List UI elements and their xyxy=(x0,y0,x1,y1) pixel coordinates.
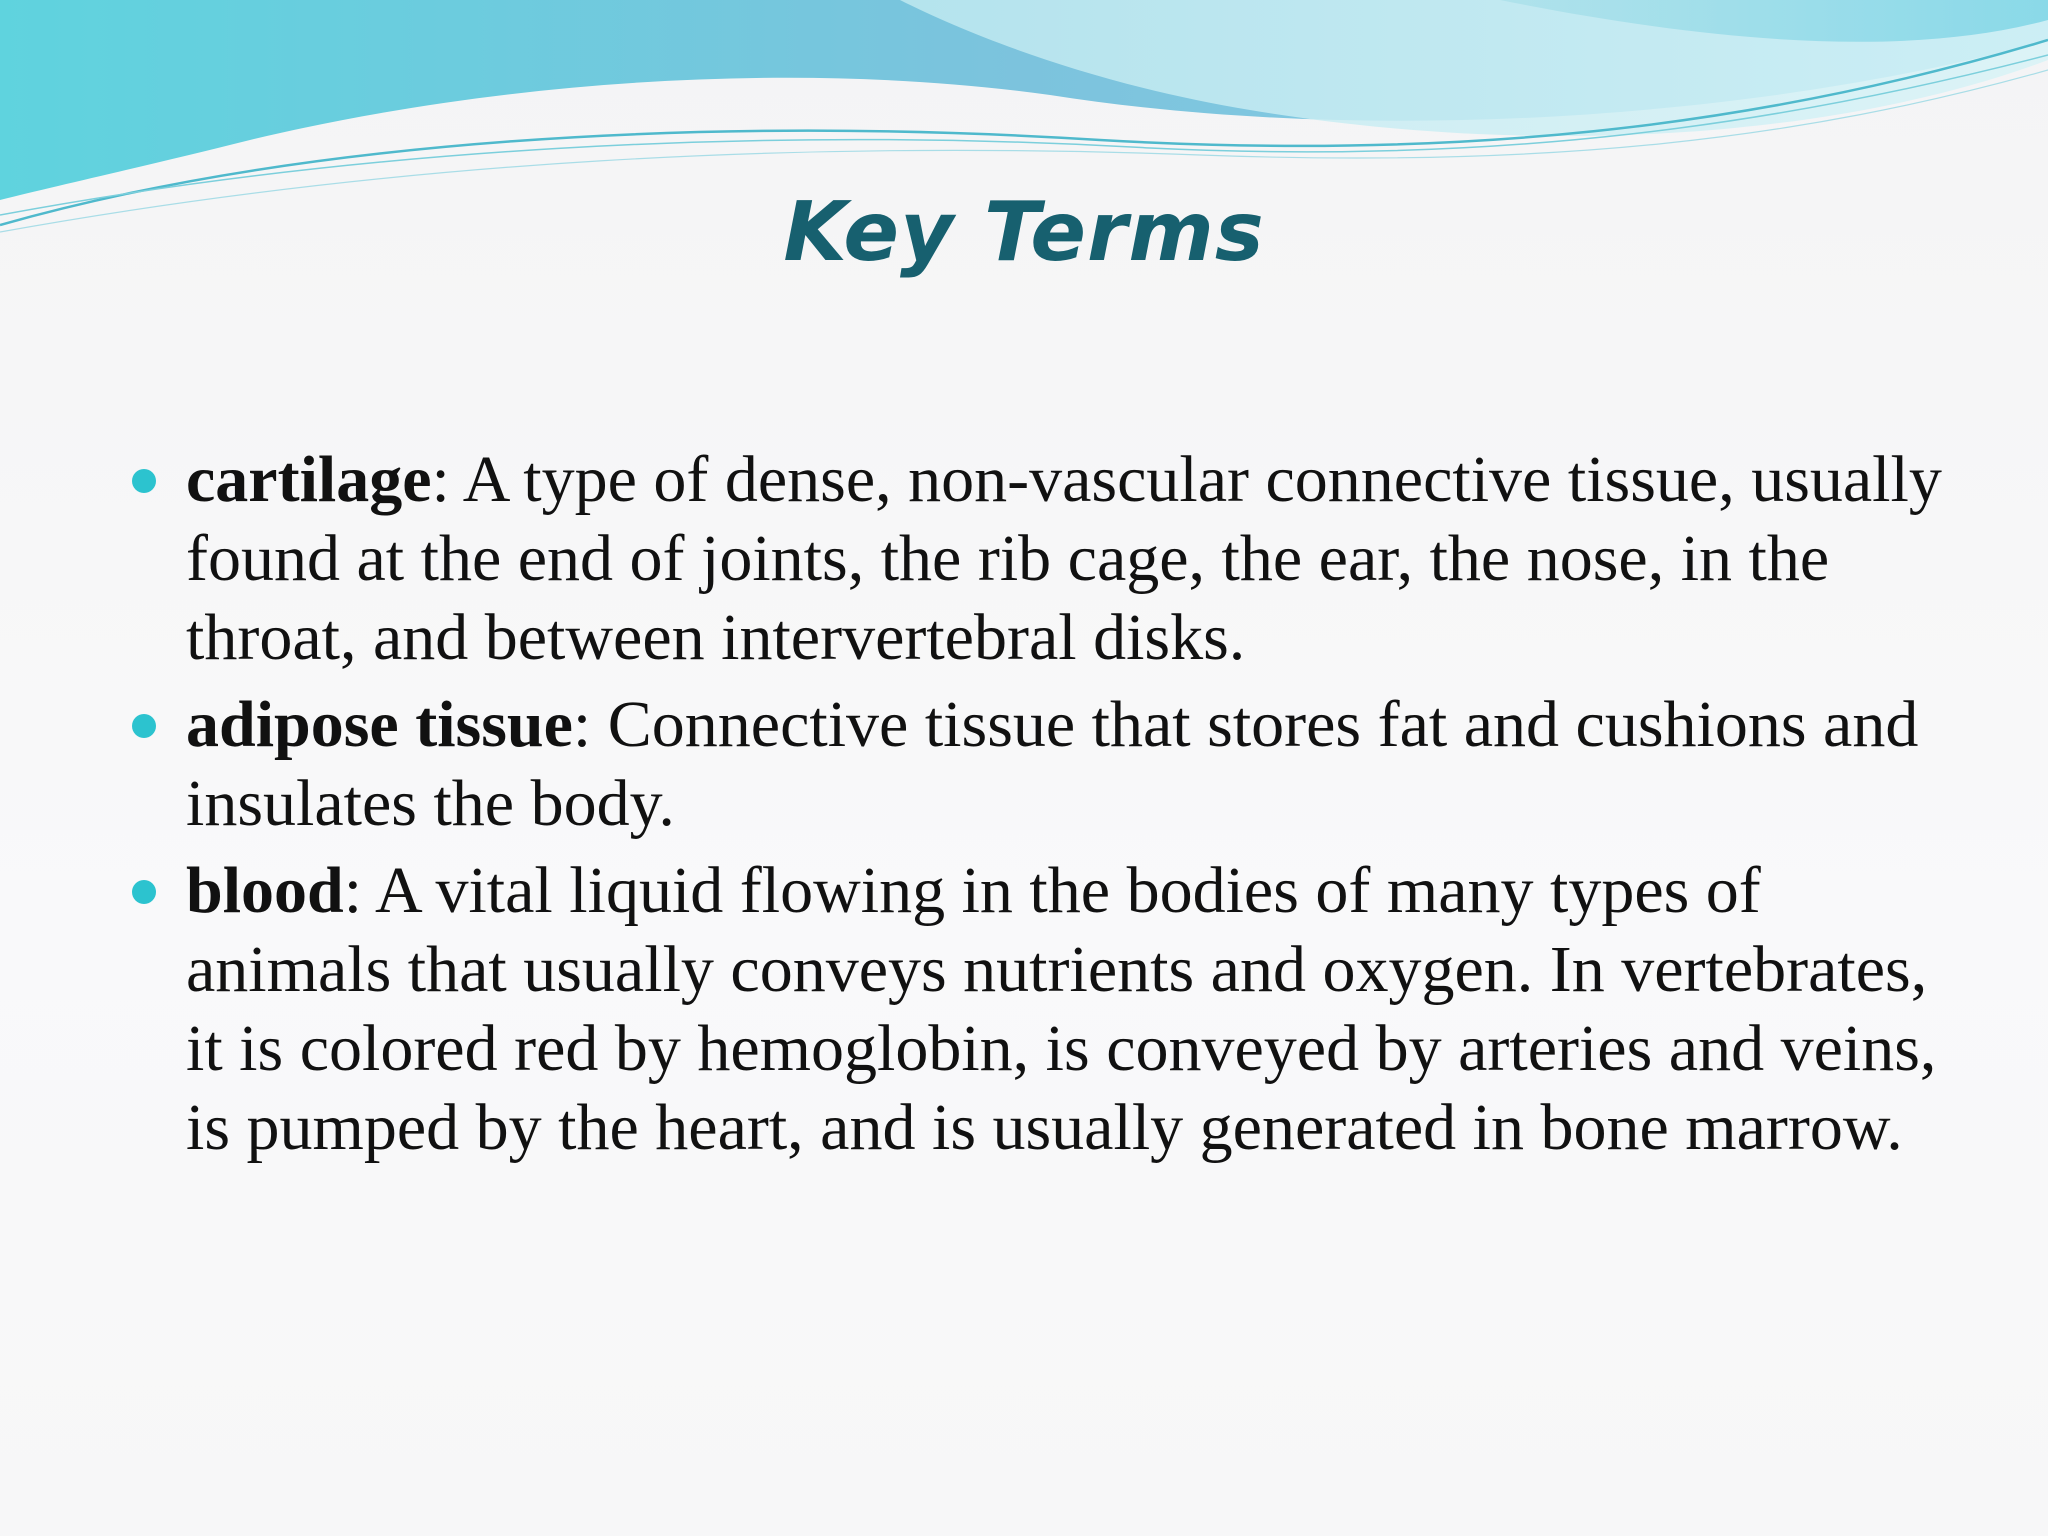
list-item-blood xyxy=(0,851,2048,1167)
bullet-icon xyxy=(132,469,156,493)
term-word: blood xyxy=(186,854,344,927)
term-word: adipose tissue xyxy=(186,688,573,761)
bullet-icon xyxy=(132,714,156,738)
bullet-icon xyxy=(132,880,156,904)
term-word: cartilage xyxy=(186,443,432,516)
term-definition: : A type of dense, non-vascular connective tissue, usually found at the end of joints, the rib cage, the ear, the nose, in the throat, and between intervertebral disks. xyxy=(186,443,1942,674)
list-item-adipose-tissue xyxy=(0,685,2048,843)
key-terms-list xyxy=(0,440,2048,1175)
list-item-cartilage xyxy=(0,440,2048,677)
term-definition: : Connective tissue that stores fat and cushions and insulates the body. xyxy=(186,688,1919,840)
term-definition: : A vital liquid flowing in the bodies of many types of animals that usually conveys nutrients and oxygen. In vertebrates, it is colored red by hemoglobin, is conveyed by arteries and veins, is pumped by the heart, and is usually generated in bone marrow. xyxy=(186,854,1937,1164)
slide-title: Key Terms xyxy=(783,185,1265,280)
